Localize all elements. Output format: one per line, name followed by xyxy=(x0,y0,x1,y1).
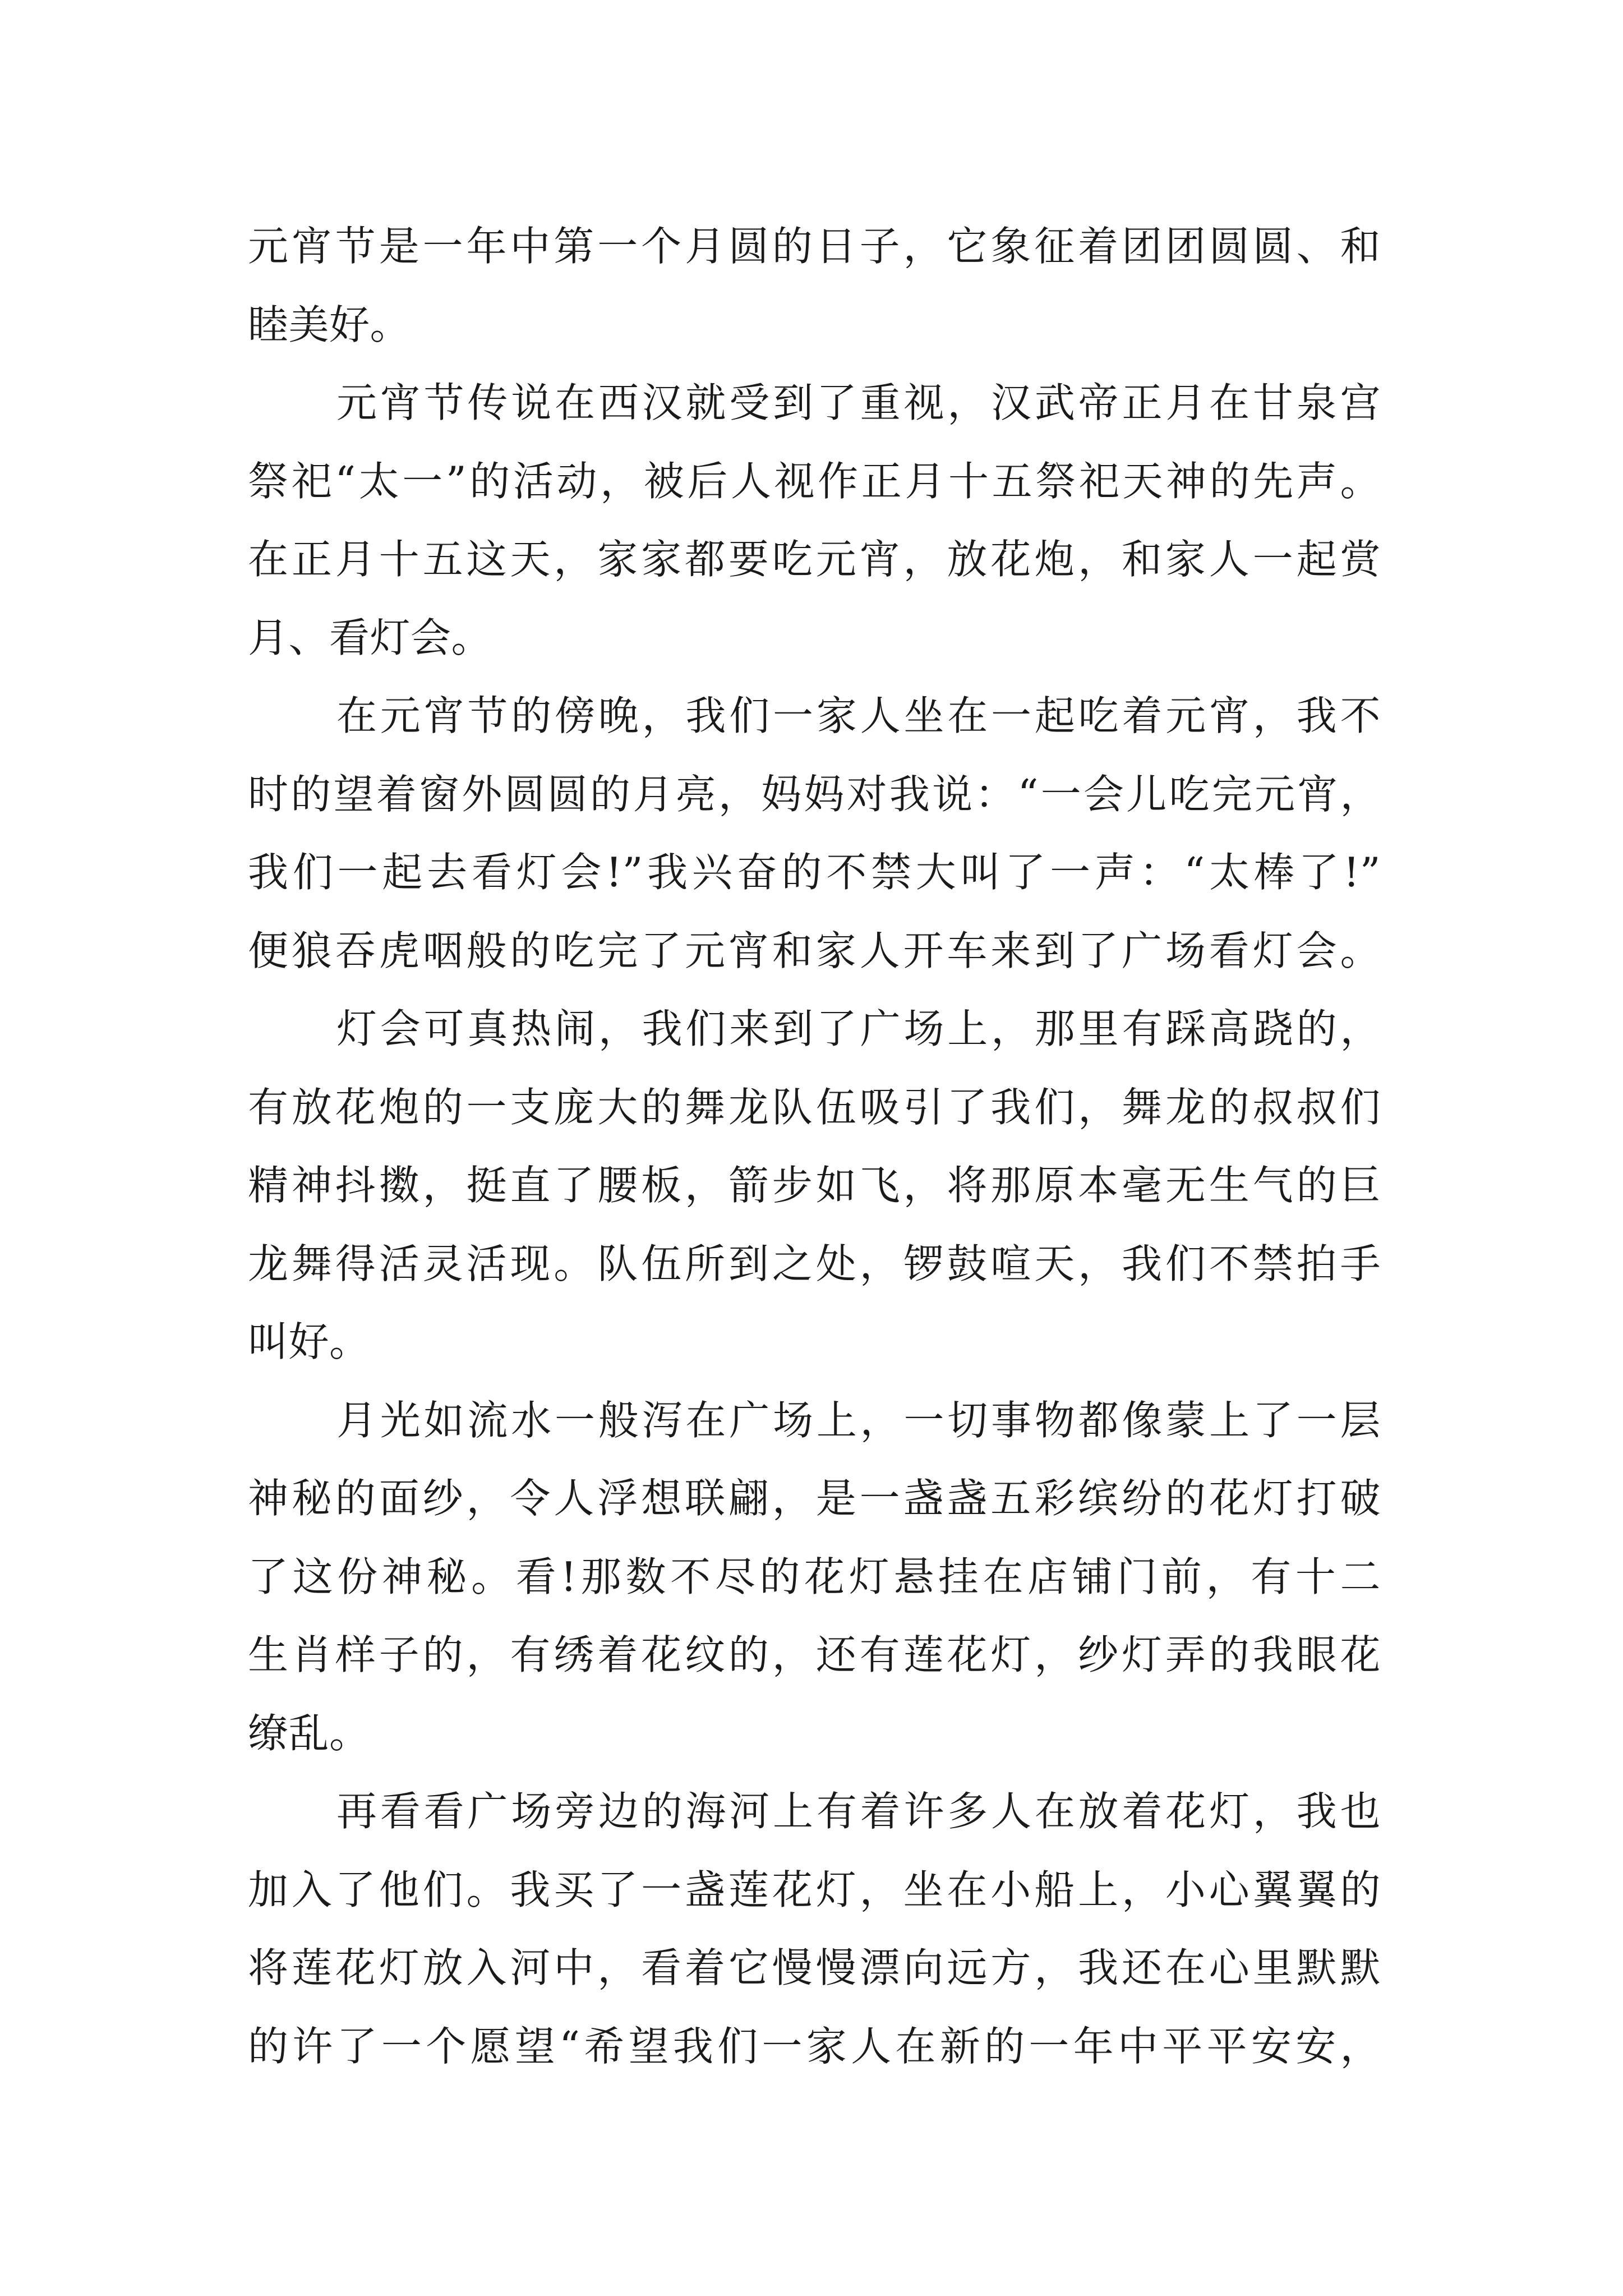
text-line: 的许了一个愿望“希望我们一家人在新的一年中平平安安， xyxy=(248,2022,1381,2070)
text-line: 月、看灯会。 xyxy=(248,614,492,661)
text-line: 神秘的面纱，令人浮想联翩，是一盏盏五彩缤纷的花灯打破 xyxy=(248,1475,1381,1522)
paragraph-first-line: 在元宵节的傍晚，我们一家人坐在一起吃着元宵，我不 xyxy=(336,692,1381,739)
paragraph-first-line: 再看看广场旁边的海河上有着许多人在放着花灯，我也 xyxy=(336,1788,1381,1835)
text-line: 便狼吞虎咽般的吃完了元宵和家人开车来到了广场看灯会。 xyxy=(248,927,1381,974)
text-line: 祭祀“太一”的活动，被后人视作正月十五祭祀天神的先声。 xyxy=(248,457,1381,505)
paragraph-first-line: 月光如流水一般泻在广场上，一切事物都像蒙上了一层 xyxy=(336,1396,1381,1444)
text-line: 在正月十五这天，家家都要吃元宵，放花炮，和家人一起赏 xyxy=(248,536,1381,583)
text-line: 缭乱。 xyxy=(248,1709,370,1757)
paragraph-first-line: 灯会可真热闹，我们来到了广场上，那里有踩高跷的， xyxy=(336,1005,1381,1052)
text-line: 将莲花灯放入河中，看着它慢慢漂向远方，我还在心里默默 xyxy=(248,1944,1381,1991)
text-line: 有放花炮的一支庞大的舞龙队伍吸引了我们，舞龙的叔叔们 xyxy=(248,1083,1381,1131)
text-line: 加入了他们。我买了一盏莲花灯，坐在小船上，小心翼翼的 xyxy=(248,1866,1381,1913)
text-line: 了这份神秘。看!那数不尽的花灯悬挂在店铺门前，有十二 xyxy=(248,1553,1381,1600)
text-line: 精神抖擞，挺直了腰板，箭步如飞，将那原本毫无生气的巨 xyxy=(248,1162,1381,1209)
text-line: 我们一起去看灯会!”我兴奋的不禁大叫了一声：“太棒了!” xyxy=(248,849,1381,896)
text-line: 睦美好。 xyxy=(248,301,411,348)
text-line: 龙舞得活灵活现。队伍所到之处，锣鼓喧天，我们不禁拍手 xyxy=(248,1240,1381,1287)
paragraph-first-line: 元宵节传说在西汉就受到了重视，汉武帝正月在甘泉宫 xyxy=(336,379,1381,426)
text-line: 生肖样子的，有绣着花纹的，还有莲花灯，纱灯弄的我眼花 xyxy=(248,1631,1381,1678)
text-line: 时的望着窗外圆圆的月亮，妈妈对我说：“一会儿吃完元宵， xyxy=(248,770,1381,818)
body-text xyxy=(248,208,1381,2086)
text-line: 叫好。 xyxy=(248,1318,370,1365)
text-line: 元宵节是一年中第一个月圆的日子，它象征着团团圆圆、和 xyxy=(248,223,1381,270)
